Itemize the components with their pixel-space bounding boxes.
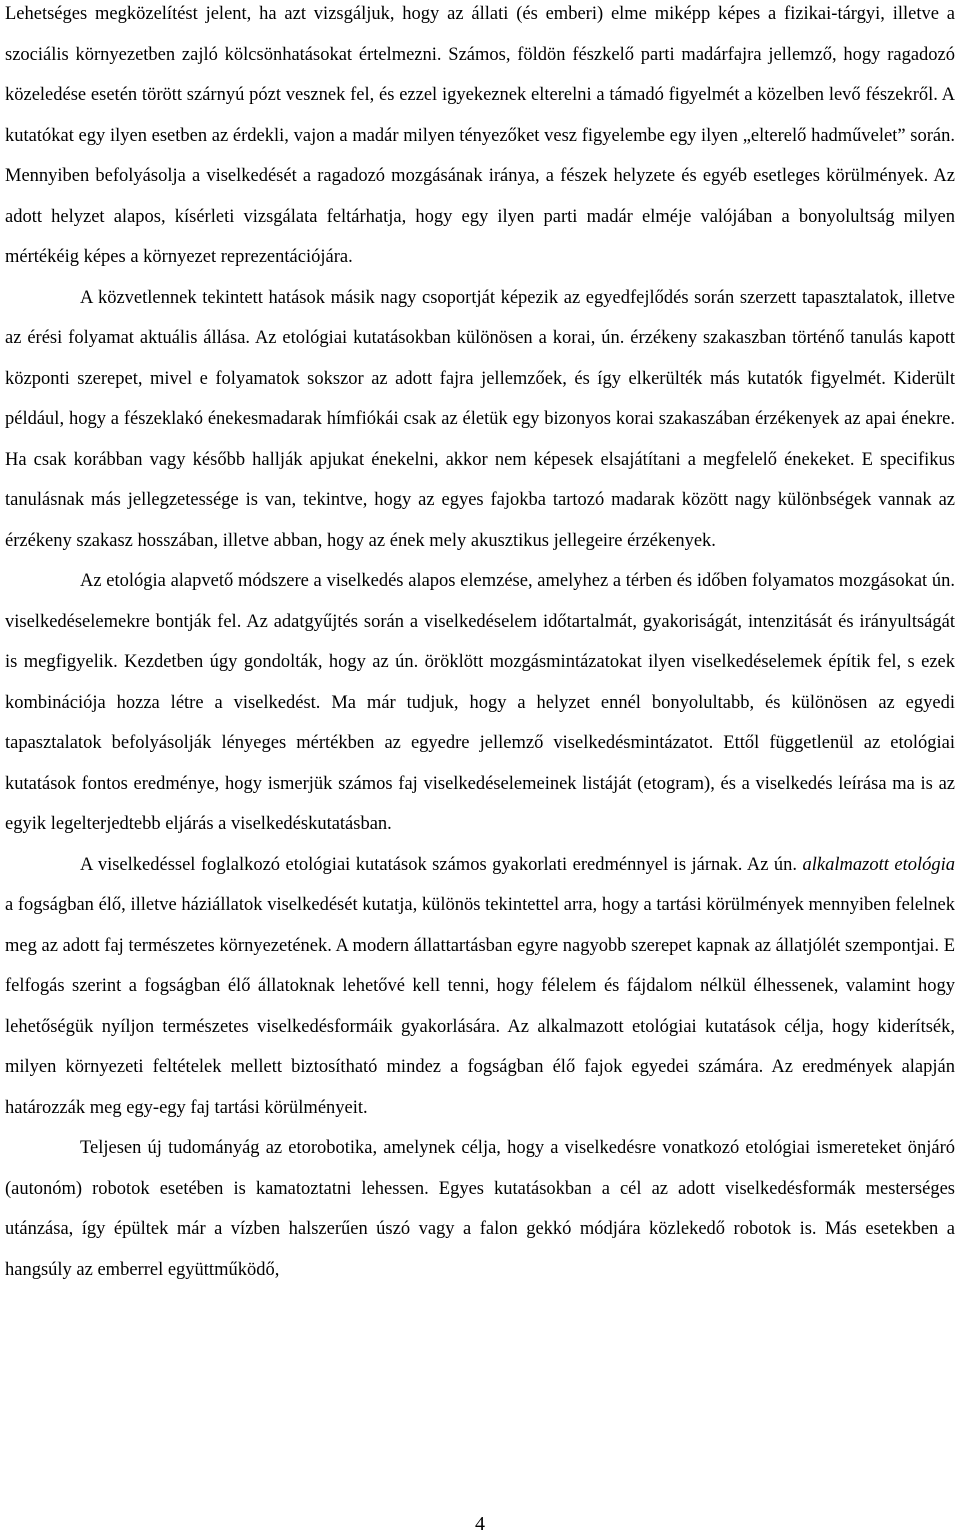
- paragraph-2-text: A közvetlennek tekintett hatások másik nagy csoportját képezik az egyedfejlődés során szerzett tapasztalatok, illetve az érési folyamat aktuális állása. Az etológiai kutatásokban különösen a korai, ún. érzékeny szakaszban történő tanulás kapott központi szerepet, mivel e folyamatok sokszor az adott fajra jellemzőek, és így elkerülték más kutatók figyelmét. Kiderült például, hogy a fészeklakó énekesmadarak hímfiókái csak az életük egy bizonyos korai szakaszában érzékenyek az apai énekre. Ha csak korábban vagy később hallják apjukat énekelni, akkor nem képesek elsajátítani a megfelelő énekeket. E specifikus tanulásnak más jellegzetessége is van, tekintve, hogy az egyes fajokba tartozó madarak között nagy különbségek vannak az érzékeny szakasz hosszában, illetve abban, hogy az ének mely akusztikus jellegeire érzékenyek.: [5, 287, 955, 551]
- document-page: [5, 0, 955, 1290]
- paragraph-1: [5, 0, 955, 278]
- paragraph-2: [5, 278, 955, 562]
- applied-ethology-term: alkalmazott etológia: [802, 854, 956, 875]
- paragraph-3-text: Az etológia alapvető módszere a viselkedés alapos elemzése, amelyhez a térben és időben folyamatos mozgásokat ún. viselkedéselemekre bontják fel. Az adatgyűjtés során a viselkedéselem időtartalmát, gyakoriságát, intenzitását és irányultságát is megfigyelik. Kezdetben úgy gondolták, hogy az ún. öröklött mozgásmintázatokat ilyen viselkedéselemek építik fel, s ezek kombinációja hozza létre a viselkedést. Ma már tudjuk, hogy a helyzet ennél bonyolultabb, és különösen az egyedi tapasztalatok befolyásolják lényeges mértékben az egyedre jellemző viselkedésmintázatot. Ettől függetlenül az etológiai kutatások fontos eredménye, hogy ismerjük számos faj viselkedéselemeinek listáját (etogram), és a viselkedés leírása ma is az egyik legelterjedtebb eljárás a viselkedéskutatásban.: [5, 571, 955, 834]
- page-number: 4: [475, 1513, 485, 1535]
- paragraph-3: [5, 561, 955, 845]
- paragraph-4-text-start: A viselkedéssel foglalkozó etológiai kutatások számos gyakorlati eredménnyel is járnak. Az ún.: [80, 854, 803, 875]
- paragraph-4: [5, 845, 955, 1129]
- paragraph-5-text: Teljesen új tudományág az etorobotika, amelynek célja, hogy a viselkedésre vonatkozó etológiai ismereteket önjáró (autonóm) robotok esetében is kamatoztatni lehessen. Egyes kutatásokban a cél az adott viselkedésformák mesterséges utánzása, így épültek már a vízben halszerűen úszó vagy a falon gekkó módjára közlekedő robotok is. Más esetekben a hangsúly az emberrel együttműködő,: [5, 1138, 955, 1280]
- paragraph-5: [5, 1128, 955, 1290]
- paragraph-4-text-end: a fogságban élő, illetve háziállatok viselkedését kutatja, különös tekintettel arra, hogy a tartási körülmények mennyiben felelnek meg az adott faj természetes környezetének. A modern állattartásban egyre nagyobb szerepet kapnak az állatjólét szempontjai. E felfogás szerint a fogságban élő állatoknak lehetővé kell tenni, hogy félelem és fájdalom nélkül élhessenek, valamint hogy lehetőségük nyíljon természetes viselkedésformáik gyakorlására. Az alkalmazott etológiai kutatások célja, hogy kiderítsék, milyen környezeti feltételek mellett biztosítható mindez a fogságban élő fajok egyedei számára. Az eredmények alapján határozzák meg egy-egy faj tartási körülményeit.: [5, 895, 955, 1118]
- paragraph-1-text: Lehetséges megközelítést jelent, ha azt vizsgáljuk, hogy az állati (és emberi) elme miképp képes a fizikai-tárgyi, illetve a szociális környezetben zajló kölcsönhatásokat értelmezni. Számos, földön fészkelő parti madárfajra jellemző, hogy ragadozó közeledése esetén törött szárnyú pózt vesznek fel, és ezzel igyekeznek elterelni a támadó figyelmét a közelben levő fészekről. A kutatókat egy ilyen esetben az érdekli, vajon a madár milyen tényezőket vesz figyelembe egy ilyen „elterelő hadművelet” során. Mennyiben befolyásolja a viselkedését a ragadozó mozgásának iránya, a fészek helyzete és egyéb esetleges körülmények. Az adott helyzet alapos, kísérleti vizsgálata feltárhatja, hogy egy ilyen parti madár elméje valójában a bonyolultság milyen mértékéig képes a környezet reprezentációjára.: [5, 4, 955, 267]
